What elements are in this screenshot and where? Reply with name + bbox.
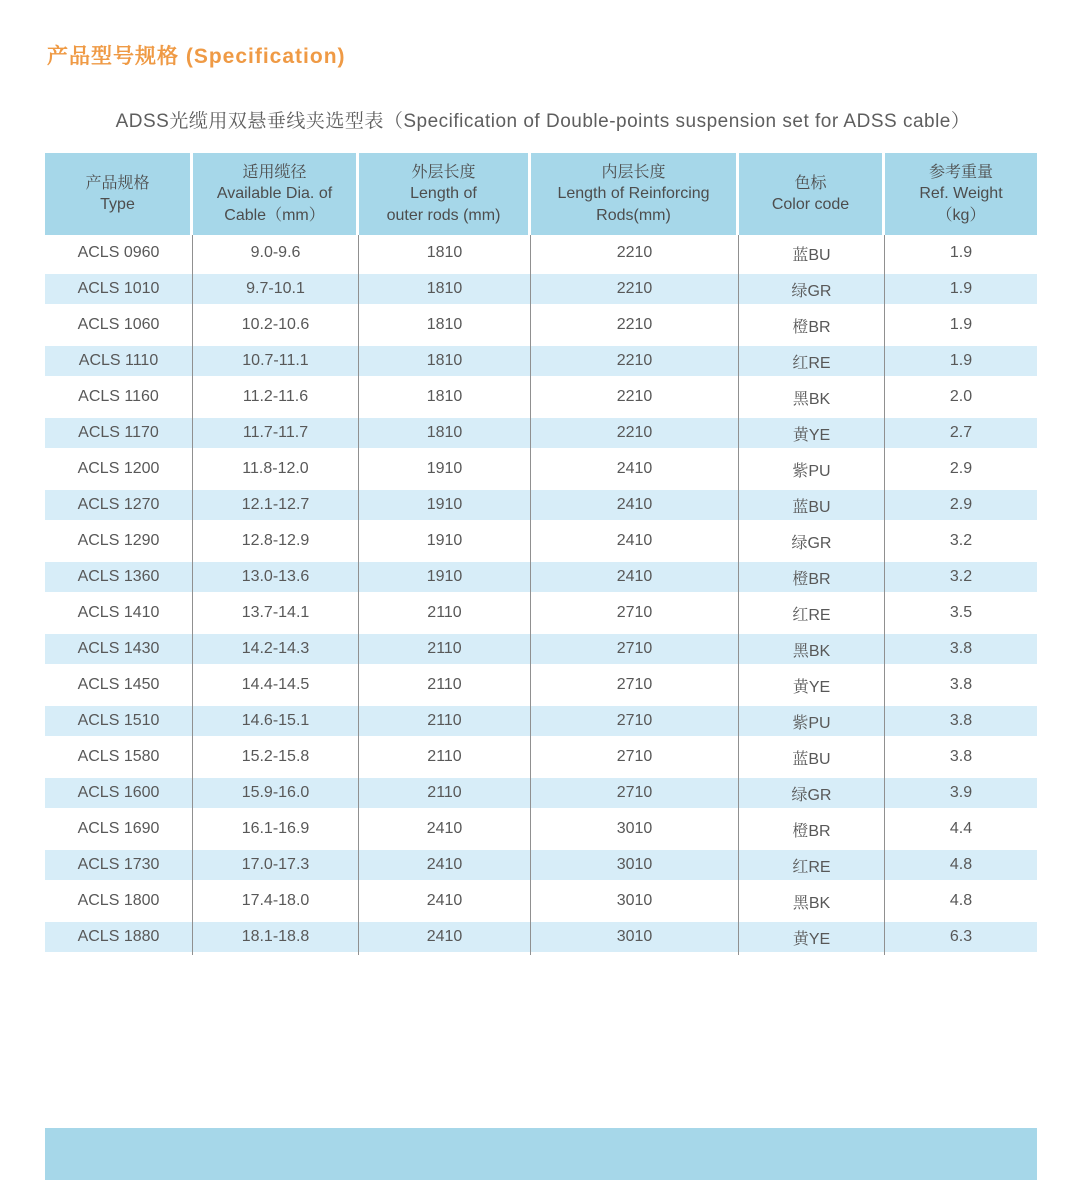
table-cell-outer-rods-length: 2410 bbox=[359, 811, 531, 847]
table-cell-type: ACLS 1160 bbox=[45, 379, 193, 415]
table-cell-color-code: 黄YE bbox=[739, 919, 885, 955]
table-cell-cable-diameter: 17.4-18.0 bbox=[193, 883, 359, 919]
table-cell-outer-rods-length: 1810 bbox=[359, 415, 531, 451]
table-cell-outer-rods-length: 1810 bbox=[359, 307, 531, 343]
table-row bbox=[45, 883, 1037, 919]
header-line: 产品规格 bbox=[85, 174, 150, 192]
table-cell-outer-rods-length: 1910 bbox=[359, 487, 531, 523]
table-cell-ref-weight: 3.5 bbox=[885, 595, 1037, 631]
table-cell-cable-diameter: 14.4-14.5 bbox=[193, 667, 359, 703]
table-row bbox=[45, 631, 1037, 667]
table-cell-type: ACLS 1170 bbox=[45, 415, 193, 451]
table-body bbox=[45, 235, 1037, 955]
table-cell-outer-rods-length: 2410 bbox=[359, 847, 531, 883]
table-cell-outer-rods-length: 2110 bbox=[359, 631, 531, 667]
table-cell-reinforcing-rods-length: 2710 bbox=[531, 739, 739, 775]
header-line: 外层长度 bbox=[411, 164, 476, 182]
table-cell-type: ACLS 1580 bbox=[45, 739, 193, 775]
table-cell-outer-rods-length: 1910 bbox=[359, 523, 531, 559]
table-header-row bbox=[45, 153, 1037, 235]
table-cell-ref-weight: 1.9 bbox=[885, 307, 1037, 343]
table-row bbox=[45, 415, 1037, 451]
table-cell-color-code: 黄YE bbox=[739, 667, 885, 703]
table-row bbox=[45, 235, 1037, 271]
table-cell-type: ACLS 1600 bbox=[45, 775, 193, 811]
table-row bbox=[45, 667, 1037, 703]
table-cell-ref-weight: 1.9 bbox=[885, 271, 1037, 307]
table-cell-type: ACLS 1110 bbox=[45, 343, 193, 379]
header-line: Type bbox=[100, 196, 135, 213]
table-cell-ref-weight: 3.8 bbox=[885, 667, 1037, 703]
table-cell-type: ACLS 0960 bbox=[45, 235, 193, 271]
table-cell-reinforcing-rods-length: 2410 bbox=[531, 451, 739, 487]
header-line: （kg） bbox=[936, 206, 986, 224]
header-line: 内层长度 bbox=[601, 164, 666, 182]
table-cell-outer-rods-length: 1910 bbox=[359, 559, 531, 595]
table-row bbox=[45, 847, 1037, 883]
table-cell-color-code: 橙BR bbox=[739, 811, 885, 847]
header-line: outer rods (mm) bbox=[386, 206, 501, 224]
table-cell-type: ACLS 1060 bbox=[45, 307, 193, 343]
table-cell-ref-weight: 3.9 bbox=[885, 775, 1037, 811]
table-cell-color-code: 黑BK bbox=[739, 883, 885, 919]
table-cell-ref-weight: 3.2 bbox=[885, 559, 1037, 595]
footer-accent-bar bbox=[45, 1128, 1037, 1180]
table-cell-cable-diameter: 16.1-16.9 bbox=[193, 811, 359, 847]
table-cell-reinforcing-rods-length: 2210 bbox=[531, 415, 739, 451]
page-title: 产品型号规格 (Specification) bbox=[47, 45, 346, 68]
table-cell-reinforcing-rods-length: 2210 bbox=[531, 235, 739, 271]
table-cell-type: ACLS 1450 bbox=[45, 667, 193, 703]
table-cell-reinforcing-rods-length: 3010 bbox=[531, 883, 739, 919]
table-cell-ref-weight: 6.3 bbox=[885, 919, 1037, 955]
table-cell-cable-diameter: 10.2-10.6 bbox=[193, 307, 359, 343]
header-line: Available Dia. of bbox=[216, 185, 333, 203]
table-cell-type: ACLS 1880 bbox=[45, 919, 193, 955]
table-cell-color-code: 蓝BU bbox=[739, 739, 885, 775]
table-cell-color-code: 蓝BU bbox=[739, 487, 885, 523]
table-caption: ADSS光缆用双悬垂线夹选型表（Specification of Double-points suspension set for ADSS cable） bbox=[115, 111, 971, 132]
table-cell-outer-rods-length: 2110 bbox=[359, 703, 531, 739]
table-cell-color-code: 紫PU bbox=[739, 703, 885, 739]
table-cell-cable-diameter: 11.7-11.7 bbox=[193, 415, 359, 451]
table-cell-cable-diameter: 15.2-15.8 bbox=[193, 739, 359, 775]
table-cell-reinforcing-rods-length: 2410 bbox=[531, 559, 739, 595]
table-cell-cable-diameter: 18.1-18.8 bbox=[193, 919, 359, 955]
table-row bbox=[45, 487, 1037, 523]
table-cell-outer-rods-length: 2410 bbox=[359, 883, 531, 919]
table-cell-cable-diameter: 13.7-14.1 bbox=[193, 595, 359, 631]
header-line: 参考重量 bbox=[928, 164, 993, 182]
header-line: Length of bbox=[410, 185, 477, 203]
table-cell-ref-weight: 4.8 bbox=[885, 847, 1037, 883]
table-cell-reinforcing-rods-length: 2710 bbox=[531, 667, 739, 703]
table-cell-outer-rods-length: 1810 bbox=[359, 379, 531, 415]
header-cell-outer-rods-length bbox=[359, 153, 531, 235]
table-cell-cable-diameter: 17.0-17.3 bbox=[193, 847, 359, 883]
table-cell-outer-rods-length: 1810 bbox=[359, 271, 531, 307]
table-cell-type: ACLS 1410 bbox=[45, 595, 193, 631]
table-cell-reinforcing-rods-length: 2210 bbox=[531, 379, 739, 415]
table-cell-type: ACLS 1290 bbox=[45, 523, 193, 559]
table-cell-cable-diameter: 14.2-14.3 bbox=[193, 631, 359, 667]
table-cell-cable-diameter: 11.2-11.6 bbox=[193, 379, 359, 415]
table-cell-color-code: 紫PU bbox=[739, 451, 885, 487]
table-row bbox=[45, 307, 1037, 343]
table-cell-cable-diameter: 15.9-16.0 bbox=[193, 775, 359, 811]
table-cell-cable-diameter: 14.6-15.1 bbox=[193, 703, 359, 739]
table-cell-ref-weight: 3.8 bbox=[885, 631, 1037, 667]
table-cell-type: ACLS 1010 bbox=[45, 271, 193, 307]
table-cell-reinforcing-rods-length: 2710 bbox=[531, 775, 739, 811]
header-line: Cable（mm） bbox=[224, 206, 325, 224]
table-cell-reinforcing-rods-length: 2710 bbox=[531, 595, 739, 631]
header-cell-reinforcing-rods-length bbox=[531, 153, 739, 235]
table-row bbox=[45, 703, 1037, 739]
table-cell-outer-rods-length: 2110 bbox=[359, 775, 531, 811]
table-cell-ref-weight: 3.2 bbox=[885, 523, 1037, 559]
table-cell-color-code: 红RE bbox=[739, 595, 885, 631]
table-cell-ref-weight: 2.9 bbox=[885, 451, 1037, 487]
table-cell-cable-diameter: 12.1-12.7 bbox=[193, 487, 359, 523]
table-cell-color-code: 绿GR bbox=[739, 523, 885, 559]
table-row bbox=[45, 379, 1037, 415]
table-cell-reinforcing-rods-length: 2710 bbox=[531, 631, 739, 667]
table-cell-color-code: 绿GR bbox=[739, 271, 885, 307]
specification-table bbox=[45, 153, 1037, 955]
table-cell-ref-weight: 3.8 bbox=[885, 703, 1037, 739]
table-cell-reinforcing-rods-length: 2210 bbox=[531, 343, 739, 379]
table-cell-ref-weight: 3.8 bbox=[885, 739, 1037, 775]
header-line: Length of Reinforcing bbox=[557, 185, 710, 203]
table-cell-ref-weight: 2.7 bbox=[885, 415, 1037, 451]
table-cell-outer-rods-length: 1810 bbox=[359, 235, 531, 271]
table-row bbox=[45, 559, 1037, 595]
table-cell-reinforcing-rods-length: 2410 bbox=[531, 487, 739, 523]
header-cell-type bbox=[45, 153, 193, 235]
table-cell-outer-rods-length: 1910 bbox=[359, 451, 531, 487]
table-cell-color-code: 橙BR bbox=[739, 307, 885, 343]
table-cell-color-code: 红RE bbox=[739, 343, 885, 379]
table-cell-type: ACLS 1270 bbox=[45, 487, 193, 523]
table-cell-type: ACLS 1360 bbox=[45, 559, 193, 595]
table-row bbox=[45, 451, 1037, 487]
table-cell-cable-diameter: 9.7-10.1 bbox=[193, 271, 359, 307]
table-cell-cable-diameter: 10.7-11.1 bbox=[193, 343, 359, 379]
table-cell-cable-diameter: 9.0-9.6 bbox=[193, 235, 359, 271]
table-cell-type: ACLS 1730 bbox=[45, 847, 193, 883]
table-cell-type: ACLS 1510 bbox=[45, 703, 193, 739]
table-cell-ref-weight: 2.9 bbox=[885, 487, 1037, 523]
table-cell-cable-diameter: 13.0-13.6 bbox=[193, 559, 359, 595]
table-cell-color-code: 黄YE bbox=[739, 415, 885, 451]
table-row bbox=[45, 523, 1037, 559]
header-cell-color-code bbox=[739, 153, 885, 235]
table-cell-type: ACLS 1800 bbox=[45, 883, 193, 919]
table-cell-color-code: 橙BR bbox=[739, 559, 885, 595]
table-cell-type: ACLS 1430 bbox=[45, 631, 193, 667]
header-line: Color code bbox=[771, 196, 850, 213]
table-cell-cable-diameter: 12.8-12.9 bbox=[193, 523, 359, 559]
table-cell-outer-rods-length: 2110 bbox=[359, 667, 531, 703]
table-cell-ref-weight: 1.9 bbox=[885, 235, 1037, 271]
table-row bbox=[45, 739, 1037, 775]
header-cell-cable-diameter bbox=[193, 153, 359, 235]
table-cell-ref-weight: 1.9 bbox=[885, 343, 1037, 379]
table-cell-reinforcing-rods-length: 2210 bbox=[531, 307, 739, 343]
table-cell-color-code: 黑BK bbox=[739, 379, 885, 415]
table-cell-ref-weight: 4.8 bbox=[885, 883, 1037, 919]
table-cell-reinforcing-rods-length: 3010 bbox=[531, 811, 739, 847]
table-cell-reinforcing-rods-length: 2410 bbox=[531, 523, 739, 559]
table-cell-color-code: 黑BK bbox=[739, 631, 885, 667]
table-row bbox=[45, 343, 1037, 379]
table-row bbox=[45, 775, 1037, 811]
table-cell-outer-rods-length: 2110 bbox=[359, 739, 531, 775]
table-cell-type: ACLS 1690 bbox=[45, 811, 193, 847]
table-row bbox=[45, 919, 1037, 955]
header-line: Ref. Weight bbox=[919, 185, 1003, 203]
table-cell-color-code: 红RE bbox=[739, 847, 885, 883]
table-cell-outer-rods-length: 2410 bbox=[359, 919, 531, 955]
table-cell-reinforcing-rods-length: 2710 bbox=[531, 703, 739, 739]
table-cell-outer-rods-length: 1810 bbox=[359, 343, 531, 379]
table-cell-ref-weight: 4.4 bbox=[885, 811, 1037, 847]
table-row bbox=[45, 271, 1037, 307]
header-line: Rods(mm) bbox=[596, 206, 671, 224]
table-row bbox=[45, 595, 1037, 631]
table-cell-color-code: 绿GR bbox=[739, 775, 885, 811]
table-row bbox=[45, 811, 1037, 847]
table-cell-cable-diameter: 11.8-12.0 bbox=[193, 451, 359, 487]
table-cell-reinforcing-rods-length: 2210 bbox=[531, 271, 739, 307]
table-cell-reinforcing-rods-length: 3010 bbox=[531, 919, 739, 955]
header-line: 适用缆径 bbox=[242, 164, 307, 182]
header-cell-ref-weight bbox=[885, 153, 1037, 235]
table-cell-ref-weight: 2.0 bbox=[885, 379, 1037, 415]
table-cell-color-code: 蓝BU bbox=[739, 235, 885, 271]
table-cell-outer-rods-length: 2110 bbox=[359, 595, 531, 631]
table-cell-reinforcing-rods-length: 3010 bbox=[531, 847, 739, 883]
header-line: 色标 bbox=[794, 174, 827, 192]
table-cell-type: ACLS 1200 bbox=[45, 451, 193, 487]
